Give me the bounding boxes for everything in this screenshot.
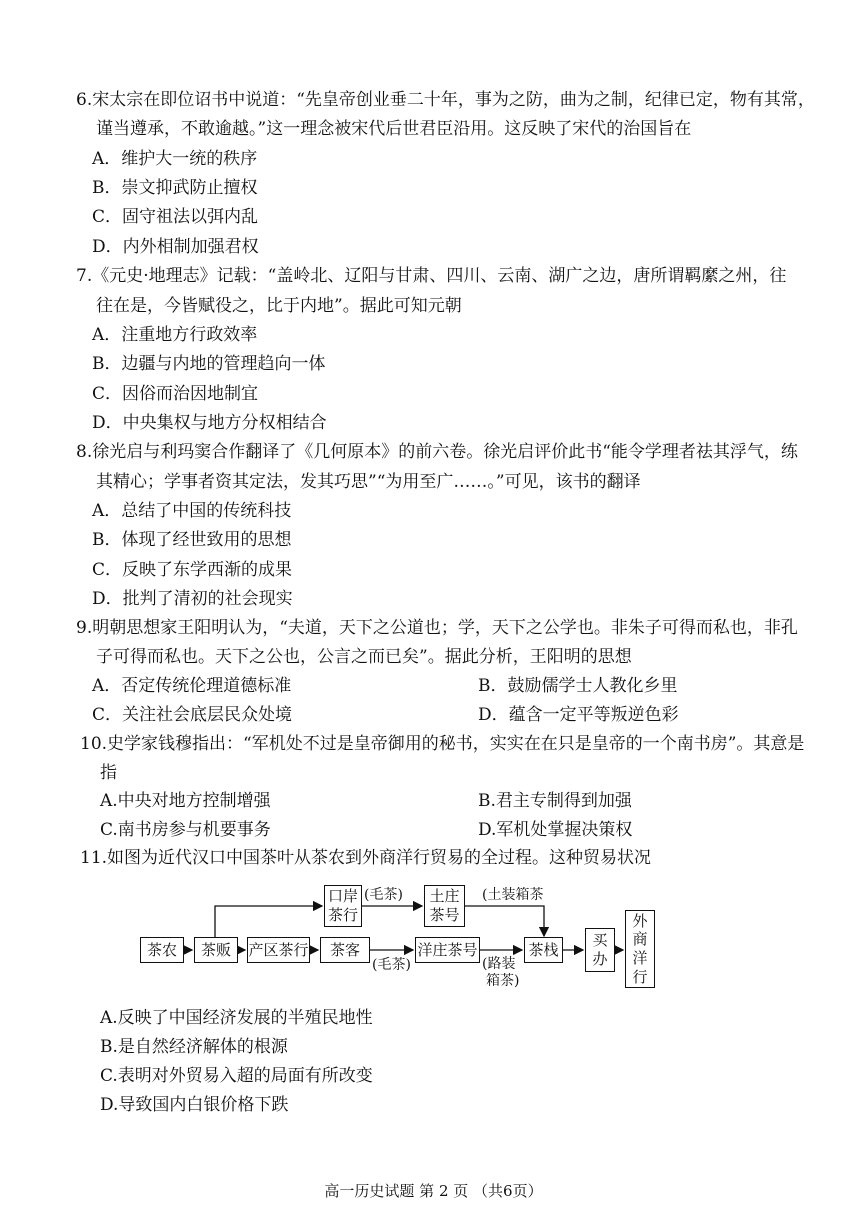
q10-option-d: D.军机处掌握决策权: [478, 820, 633, 840]
q8-option-a: A．总结了中国的传统科技: [92, 501, 292, 521]
q9-option-a: A．否定传统伦理道德标准: [92, 676, 292, 696]
q11-stem-line1: 11.如图为近代汉口中国茶叶从茶农到外商洋行贸易的全过程。这种贸易状况: [80, 848, 652, 868]
q6-option-a: A．维护大一统的秩序: [92, 149, 258, 169]
q7-option-c: C．因俗而治因地制宜: [92, 384, 259, 404]
q7-option-b: B．边疆与内地的管理趋向一体: [92, 354, 326, 374]
q11-option-c: C.表明对外贸易入超的局面有所改变: [100, 1066, 373, 1086]
q11-option-b: B.是自然经济解体的根源: [100, 1037, 288, 1057]
arrow-chafan-kouan: [215, 906, 322, 938]
box-waishang-line1: 外: [632, 911, 648, 930]
q8-stem-line2: 其精心；学事者资其定法，发其巧思”“为用至广……。”可见，该书的翻译: [96, 472, 641, 492]
q7-stem-line1: 7.《元史·地理志》记载：“盖岭北、辽阳与甘肃、四川、云南、湖广之边，唐所谓羁縻之州，往: [76, 266, 787, 286]
box-waishang-line4: 行: [632, 967, 648, 986]
q11-option-a: A.反映了中国经济发展的半殖民地性: [100, 1008, 373, 1028]
box-chake: 茶客: [320, 937, 370, 963]
q8-option-c: C．反映了东学西渐的成果: [92, 560, 293, 580]
q7-option-a: A．注重地方行政效率: [92, 325, 258, 345]
q6-option-d: D．内外相制加强君权: [92, 237, 259, 257]
q10-option-b: B.君主专制得到加强: [478, 791, 632, 811]
label-tuzhuang-xiangcha: (土装箱茶: [482, 887, 544, 903]
label-maocha-bottom: (毛茶): [372, 957, 411, 973]
tea-trade-flow-diagram: [120, 876, 680, 996]
box-chanqu-chahang: 产区茶行: [247, 937, 310, 963]
q9-stem-line1: 9.明朝思想家王阳明认为，“夫道，天下之公道也；学，天下之公学也。非朱子可得而私也，非孔: [76, 618, 798, 638]
box-chazhan: 茶栈: [524, 937, 563, 963]
q7-option-d: D．中央集权与地方分权相结合: [92, 413, 327, 433]
q6-stem-line1: 6.宋太宗在即位诏书中说道：“先皇帝创业垂二十年，事为之防，曲为之制，纪律已定，物有其常，: [76, 90, 815, 110]
q7-stem-line2: 往在是，今皆赋役之，比于内地”。据此可知元朝: [96, 296, 462, 316]
box-waishang-line2: 商: [632, 930, 648, 949]
box-waishang-yanghang: [625, 910, 655, 988]
q9-option-d: D．蕴含一定平等叛逆色彩: [478, 705, 679, 725]
box-yangzhuang-chahao: 洋庄茶号: [415, 937, 480, 963]
box-maiban-line1: 买: [592, 931, 608, 950]
box-kouan-chahang: [324, 885, 362, 927]
box-kouan-line2: 茶行: [327, 906, 358, 924]
box-tuzhuang-line2: 茶号: [429, 906, 460, 924]
q6-option-b: B．崇文抑武防止擅权: [92, 178, 258, 198]
arrow-tuzhuang-chazhan: [465, 906, 544, 936]
box-tuzhuang-chahao: [424, 885, 465, 927]
q9-stem-line2: 子可得而私也。天下之公也，公言之而已矣”。据此分析，王阳明的思想: [96, 647, 632, 667]
box-maiban: [585, 928, 615, 972]
box-waishang-line3: 洋: [632, 949, 648, 967]
q8-option-d: D．批判了清初的社会现实: [92, 589, 293, 609]
box-chanong: 茶农: [140, 937, 184, 963]
page-footer: 高一历史试题 第 2 页 （共6页）: [324, 1182, 543, 1200]
label-maocha-top: (毛茶): [364, 887, 403, 903]
box-kouan-line1: 口岸: [327, 887, 358, 906]
box-tuzhuang-line1: 土庄: [429, 887, 460, 906]
q10-option-c: C.南书房参与机要事务: [100, 820, 271, 840]
label-luzhuang-line2: 箱茶): [486, 973, 520, 989]
q8-stem-line1: 8.徐光启与利玛窦合作翻译了《几何原本》的前六卷。徐光启评价此书“能令学理者祛其浮气，练: [76, 442, 798, 462]
q10-stem-line1: 10.史学家钱穆指出：“军机处不过是皇帝御用的秘书，实实在在只是皇帝的一个南书房”。其意是: [80, 734, 805, 754]
q11-option-d: D.导致国内白银价格下跌: [100, 1095, 289, 1115]
q10-stem-line2: 指: [100, 763, 117, 783]
box-maiban-line2: 办: [592, 950, 608, 968]
label-luzhuang-line1: (路装: [482, 956, 516, 972]
q6-stem-line2: 谨当遵承，不敢逾越。”这一理念被宋代后世君臣沿用。这反映了宋代的治国旨在: [96, 119, 692, 139]
q8-option-b: B．体现了经世致用的思想: [92, 530, 292, 550]
q10-option-a: A.中央对地方控制增强: [100, 791, 271, 811]
q9-option-c: C．关注社会底层民众处境: [92, 705, 293, 725]
q9-option-b: B．鼓励儒学士人教化乡里: [478, 676, 678, 696]
box-chafan: 茶贩: [194, 937, 238, 963]
q6-option-c: C．固守祖法以弭内乱: [92, 207, 259, 227]
